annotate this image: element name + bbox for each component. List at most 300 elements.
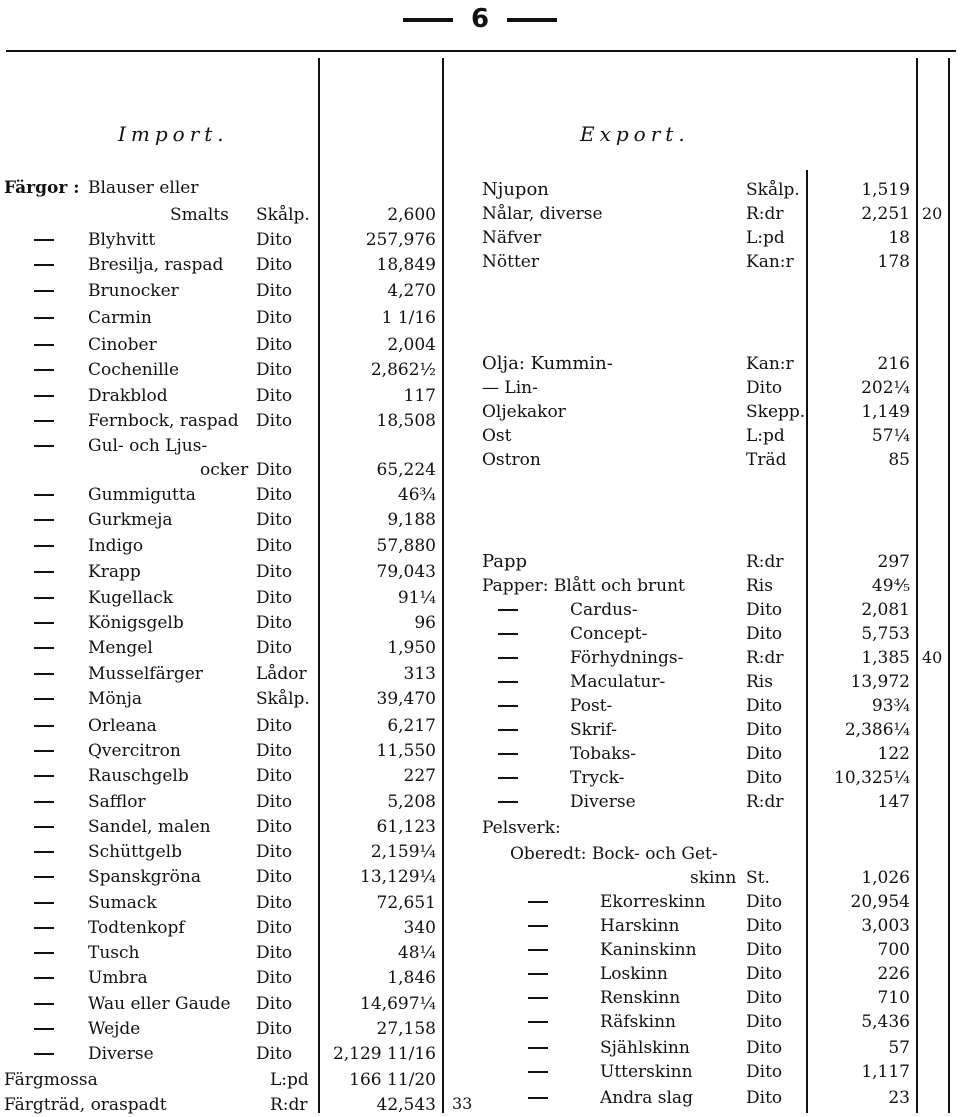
item-name: Drakblod [88, 386, 168, 406]
row-dash [34, 1053, 54, 1055]
import-row [0, 992, 440, 1016]
item-name: Indigo [88, 536, 144, 556]
row-dash [34, 1003, 54, 1005]
item-unit: Dito [256, 255, 293, 275]
item-name: Kugellack [88, 588, 174, 608]
item-value: 10,325¼ [834, 768, 910, 788]
item-unit: Dito [256, 918, 293, 938]
item-unit: Dito [256, 994, 293, 1014]
item-name: Orleana [88, 716, 157, 736]
item-unit: Dito [256, 588, 293, 608]
item-unit: Dito [256, 386, 293, 406]
item-name: Umbra [88, 968, 148, 988]
export-row [448, 914, 914, 938]
item-name: Königsgelb [88, 613, 184, 633]
item-name: Fernbock, raspad [88, 411, 239, 431]
item-name: Räfskinn [600, 1012, 676, 1032]
import-row [0, 279, 440, 303]
item-name: Safflor [88, 792, 146, 812]
export-row [448, 1036, 914, 1060]
item-name: Oljekakor [482, 402, 566, 422]
row-dash [34, 519, 54, 521]
item-name: Färgmossa [4, 1070, 98, 1090]
item-name: Cinober [88, 335, 157, 355]
row-dash [528, 1047, 548, 1049]
row-dash [498, 705, 518, 707]
import-row [0, 586, 440, 610]
page-number: 6 [0, 4, 960, 34]
import-footer-row [0, 1093, 440, 1117]
item-name: Tusch [88, 943, 140, 963]
item-value: 257,976 [365, 230, 436, 250]
item-name: Kaninskinn [600, 940, 697, 960]
row-dash [34, 977, 54, 979]
item-value: 202¼ [861, 378, 910, 398]
item-value: 61,123 [376, 817, 436, 837]
item-unit: Dito [256, 360, 293, 380]
export-row [448, 742, 914, 766]
import-row [0, 333, 440, 357]
item-unit: Skepp. [746, 402, 806, 422]
item-value: 11,550 [376, 741, 436, 761]
item-name: Sumack [88, 893, 157, 913]
item-name: Utterskinn [600, 1062, 693, 1082]
export-side-total: 40 [922, 648, 943, 667]
export-side-total: 20 [922, 204, 943, 223]
row-dash [34, 369, 54, 371]
item-unit: Dito [746, 1012, 783, 1032]
item-unit: Dito [746, 696, 783, 716]
row-dash [528, 997, 548, 999]
export-row [448, 424, 914, 448]
row-dash [34, 801, 54, 803]
import-row [0, 306, 440, 330]
item-unit: Ris [746, 576, 773, 596]
import-row [0, 636, 440, 660]
export-row [448, 622, 914, 646]
import-sum-rule [442, 58, 444, 1113]
item-name: Ost [482, 426, 512, 446]
item-value: 4,270 [387, 281, 436, 301]
item-value: 5,753 [861, 624, 910, 644]
item-name: Wau eller Gaude [88, 994, 231, 1014]
item-unit: Kan:r [746, 252, 794, 272]
item-value: 1 1/16 [381, 308, 436, 328]
header-rule [6, 50, 956, 52]
item-unit: Dito [256, 638, 293, 658]
item-unit: Dito [746, 964, 783, 984]
item-unit: Dito [256, 766, 293, 786]
export-row [448, 646, 914, 670]
export-row [448, 226, 914, 250]
item-value: 313 [403, 664, 436, 684]
export-row [448, 962, 914, 986]
row-dash [528, 949, 548, 951]
row-dash [498, 729, 518, 731]
item-unit: Dito [746, 744, 783, 764]
row-dash [34, 775, 54, 777]
item-name: Skrif- [570, 720, 617, 740]
item-value: 14,697¼ [360, 994, 436, 1014]
item-value: 2,004 [387, 335, 436, 355]
item-value: 122 [877, 744, 910, 764]
item-unit: Dito [256, 562, 293, 582]
item-name: Loskinn [600, 964, 668, 984]
row-dash [34, 317, 54, 319]
export-row [448, 766, 914, 790]
row-dash [34, 927, 54, 929]
item-name: — Lin- [482, 378, 538, 398]
import-category: Färgor : [4, 178, 80, 198]
item-value: 178 [877, 252, 910, 272]
item-value: 48¼ [397, 943, 436, 963]
item-unit: Dito [256, 867, 293, 887]
row-dash [34, 290, 54, 292]
export-heading: Export. [580, 122, 690, 146]
export-row [448, 670, 914, 694]
item-value: 13,129¼ [360, 867, 436, 887]
item-name: Njupon [482, 179, 549, 200]
item-name: Diverse [88, 1044, 154, 1064]
item-name: Nålar, diverse [482, 204, 603, 224]
item-value: 147 [877, 792, 910, 812]
item-name: Brunocker [88, 281, 179, 301]
item-value: 6,217 [387, 716, 436, 736]
item-unit: Dito [256, 943, 293, 963]
item-name: Olja: Kummin- [482, 353, 613, 374]
item-name: Gummigutta [88, 485, 196, 505]
item-value: 1,950 [387, 638, 436, 658]
item-name: Concept- [570, 624, 648, 644]
item-value: 18,849 [376, 255, 436, 275]
item-value: 23 [888, 1088, 910, 1108]
item-value: 91¼ [397, 588, 436, 608]
row-dash [34, 647, 54, 649]
import-row [0, 409, 440, 433]
item-unit: Dito [746, 378, 783, 398]
import-row [0, 790, 440, 814]
import-row [0, 815, 440, 839]
import-row [0, 384, 440, 408]
item-name: Cardus- [570, 600, 638, 620]
import-row [0, 458, 440, 482]
row-dash [34, 395, 54, 397]
item-name: Wejde [88, 1019, 141, 1039]
export-row [448, 1086, 914, 1110]
item-unit: Dito [256, 1019, 293, 1039]
item-name: Papper: Blått och brunt [482, 576, 685, 596]
item-name: Blauser eller [88, 178, 199, 198]
item-value: 1,026 [861, 868, 910, 888]
export-row [448, 550, 914, 574]
row-dash [498, 681, 518, 683]
item-name: Qvercitron [88, 741, 181, 761]
item-unit: Dito [746, 768, 783, 788]
export-row [448, 178, 914, 202]
import-row [0, 611, 440, 635]
item-name: Harskinn [600, 916, 680, 936]
item-name: Cochenille [88, 360, 180, 380]
item-unit: Dito [256, 510, 293, 530]
item-unit: L:pd [270, 1070, 309, 1090]
item-unit: R:dr [270, 1095, 308, 1115]
import-row [0, 1017, 440, 1041]
row-dash [528, 901, 548, 903]
item-value: 226 [877, 964, 910, 984]
item-name: Todtenkopf [88, 918, 185, 938]
import-row [0, 508, 440, 532]
export-row [448, 448, 914, 472]
item-unit: Dito [256, 968, 293, 988]
item-value: 710 [877, 988, 910, 1008]
item-unit: St. [746, 868, 770, 888]
row-dash [34, 571, 54, 573]
import-footer-row [0, 1068, 440, 1092]
item-unit: Dito [746, 720, 783, 740]
item-name: Oberedt: Bock- och Get- [510, 844, 718, 864]
item-unit: L:pd [746, 228, 785, 248]
row-dash [498, 753, 518, 755]
item-unit: Dito [746, 1062, 783, 1082]
item-name: Gul- och Ljus- [88, 436, 208, 456]
row-dash [34, 420, 54, 422]
item-unit: Kan:r [746, 354, 794, 374]
item-value: 20,954 [850, 892, 910, 912]
item-unit: L:pd [746, 426, 785, 446]
item-name: Ostron [482, 450, 541, 470]
row-dash [34, 876, 54, 878]
item-value: 2,129 11/16 [332, 1044, 436, 1064]
item-name: Andra slag [600, 1088, 693, 1108]
item-value: 18 [888, 228, 910, 248]
export-row [448, 816, 914, 840]
import-heading: Import. [118, 122, 229, 146]
item-name: Färgträd, oraspadt [4, 1095, 167, 1115]
item-value: 166 11/20 [349, 1070, 436, 1090]
item-value: 5,208 [387, 792, 436, 812]
import-row [0, 891, 440, 915]
item-unit: Dito [256, 792, 293, 812]
item-value: 216 [877, 354, 910, 374]
item-unit: Dito [256, 536, 293, 556]
row-dash [34, 698, 54, 700]
row-dash [34, 622, 54, 624]
item-value: 49⅘ [871, 576, 910, 596]
import-row [0, 534, 440, 558]
item-name: Maculatur- [570, 672, 666, 692]
item-name: Mengel [88, 638, 153, 658]
import-row [0, 916, 440, 940]
item-name: Bresilja, raspad [88, 255, 224, 275]
item-unit: Dito [256, 281, 293, 301]
item-value: 340 [403, 918, 436, 938]
item-name: Smalts [170, 205, 229, 225]
export-sum-rule [948, 58, 950, 1113]
item-value: 27,158 [376, 1019, 436, 1039]
item-name: Sjählskinn [600, 1038, 690, 1058]
item-value: 2,251 [861, 204, 910, 224]
export-row [448, 938, 914, 962]
item-unit: Skålp. [256, 689, 310, 709]
export-row [448, 400, 914, 424]
item-unit: Ris [746, 672, 773, 692]
item-value: 227 [403, 766, 436, 786]
item-name: Post- [570, 696, 613, 716]
item-name: Papp [482, 551, 528, 572]
item-value: 5,436 [861, 1012, 910, 1032]
item-name: Förhydnings- [570, 648, 684, 668]
export-row [448, 1060, 914, 1084]
import-row [0, 865, 440, 889]
item-value: 93¾ [871, 696, 910, 716]
item-name: Spanskgröna [88, 867, 201, 887]
item-name: Tryck- [570, 768, 625, 788]
row-dash [34, 597, 54, 599]
item-unit: Dito [256, 817, 293, 837]
item-value: 2,081 [861, 600, 910, 620]
item-name: Sandel, malen [88, 817, 211, 837]
import-row [0, 739, 440, 763]
item-unit: Dito [746, 600, 783, 620]
item-unit: Dito [256, 308, 293, 328]
row-dash [34, 545, 54, 547]
import-row [0, 840, 440, 864]
import-side-total: 33 [452, 1094, 473, 1113]
item-value: 297 [877, 552, 910, 572]
import-row [0, 764, 440, 788]
item-value: 85 [888, 450, 910, 470]
import-row [0, 358, 440, 382]
item-name: Krapp [88, 562, 141, 582]
item-unit: Dito [256, 485, 293, 505]
row-dash [34, 851, 54, 853]
export-row [448, 376, 914, 400]
item-name: Blyhvitt [88, 230, 156, 250]
row-dash [498, 801, 518, 803]
item-name: Diverse [570, 792, 636, 812]
row-dash [498, 633, 518, 635]
import-row [0, 941, 440, 965]
row-dash [34, 445, 54, 447]
item-unit: Skålp. [746, 180, 800, 200]
item-name: Carmin [88, 308, 152, 328]
item-unit: Dito [256, 842, 293, 862]
import-row [0, 203, 440, 227]
item-unit: Dito [746, 624, 783, 644]
item-value: 72,651 [376, 893, 436, 913]
item-name: Rauschgelb [88, 766, 189, 786]
item-unit: Dito [256, 1044, 293, 1064]
item-value: 42,543 [376, 1095, 436, 1115]
import-row [0, 228, 440, 252]
item-name: Musselfärger [88, 664, 203, 684]
item-value: 18,508 [376, 411, 436, 431]
item-value: 13,972 [850, 672, 910, 692]
item-value: 57 [888, 1038, 910, 1058]
row-dash [34, 826, 54, 828]
item-unit: Dito [746, 1088, 783, 1108]
export-row [448, 866, 914, 890]
item-value: 39,470 [376, 689, 436, 709]
import-row [0, 966, 440, 990]
item-unit: Dito [746, 988, 783, 1008]
row-dash [34, 494, 54, 496]
item-value: 79,043 [376, 562, 436, 582]
export-row [448, 842, 914, 866]
row-dash [34, 673, 54, 675]
item-unit: Träd [746, 450, 787, 470]
item-unit: R:dr [746, 552, 784, 572]
item-unit: Dito [746, 892, 783, 912]
item-value: 1,519 [861, 180, 910, 200]
import-row [0, 662, 440, 686]
item-name: Renskinn [600, 988, 681, 1008]
export-row [448, 352, 914, 376]
item-unit: Dito [746, 916, 783, 936]
import-row [0, 1042, 440, 1066]
export-row [448, 1010, 914, 1034]
row-dash [528, 1021, 548, 1023]
item-name: Gurkmeja [88, 510, 173, 530]
row-dash [528, 1071, 548, 1073]
row-dash [34, 725, 54, 727]
item-unit: R:dr [746, 648, 784, 668]
item-name: Tobaks- [570, 744, 637, 764]
item-value: 46¾ [397, 485, 436, 505]
import-row [0, 560, 440, 584]
item-unit: Skålp. [256, 205, 310, 225]
item-value: 1,846 [387, 968, 436, 988]
row-dash [498, 609, 518, 611]
item-name: Nötter [482, 252, 539, 272]
item-unit: R:dr [746, 792, 784, 812]
item-unit: R:dr [746, 204, 784, 224]
row-dash [34, 952, 54, 954]
export-row [448, 986, 914, 1010]
row-dash [34, 902, 54, 904]
item-value: 9,188 [387, 510, 436, 530]
export-row [448, 250, 914, 274]
item-unit: Dito [746, 1038, 783, 1058]
import-row [0, 483, 440, 507]
item-value: 117 [403, 386, 436, 406]
item-value: 57¼ [871, 426, 910, 446]
item-value: 96 [414, 613, 436, 633]
row-dash [528, 925, 548, 927]
item-unit: Dito [256, 230, 293, 250]
export-value-rule [916, 58, 918, 1113]
item-value: 2,159¼ [370, 842, 436, 862]
item-name: Schüttgelb [88, 842, 182, 862]
item-name: Pelsverk: [482, 818, 561, 838]
item-unit: Dito [256, 460, 293, 480]
item-value: 3,003 [861, 916, 910, 936]
item-value: 2,862½ [370, 360, 436, 380]
export-row [448, 574, 914, 598]
import-row [0, 253, 440, 277]
item-value: 57,880 [376, 536, 436, 556]
item-value: 2,386¼ [844, 720, 910, 740]
item-value: 65,224 [376, 460, 436, 480]
row-dash [498, 777, 518, 779]
item-name: Mönja [88, 689, 142, 709]
row-dash [34, 750, 54, 752]
import-row [0, 176, 440, 200]
item-name: ocker [200, 460, 249, 480]
import-row [0, 434, 440, 458]
import-row [0, 714, 440, 738]
item-value: 1,117 [861, 1062, 910, 1082]
